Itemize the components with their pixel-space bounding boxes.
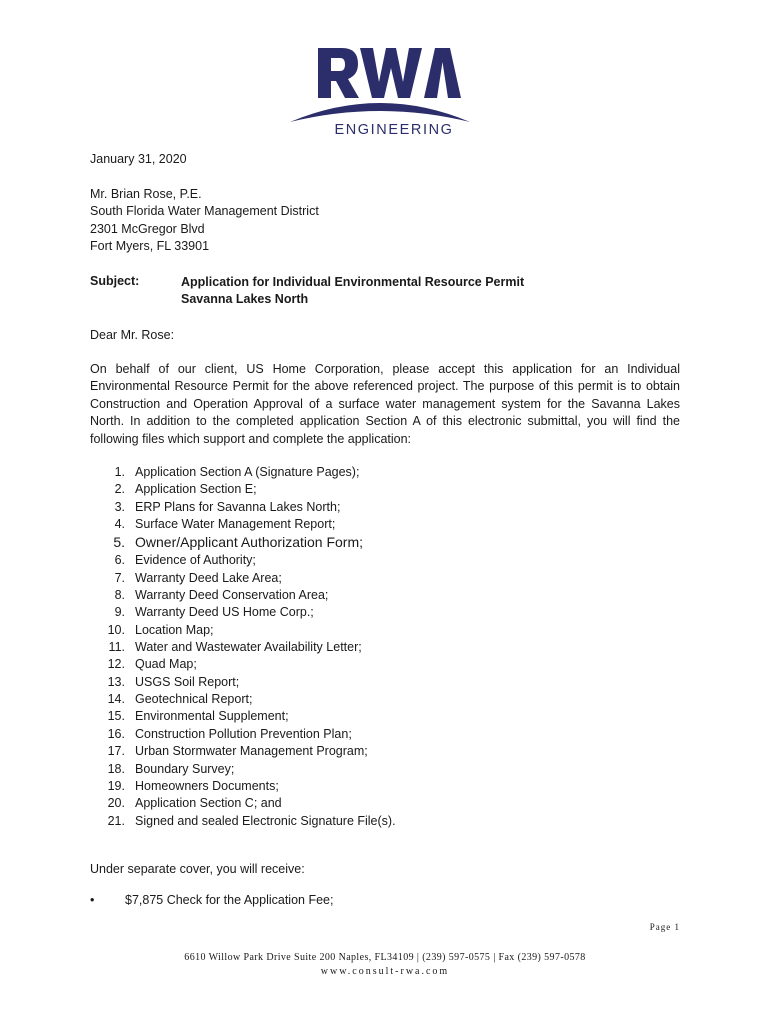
bullet-text: $7,875 Check for the Application Fee; (125, 893, 334, 907)
list-item-number: 17. (107, 744, 125, 759)
recipient-street: 2301 McGregor Blvd (90, 221, 205, 236)
list-item-number: 4. (114, 517, 125, 532)
page-number: Page 1 (649, 922, 680, 932)
logo-subtext: ENGINEERING (334, 122, 454, 136)
list-item-number: 14. (107, 692, 125, 707)
recipient-city: Fort Myers, FL 33901 (90, 239, 210, 254)
list-item-text: Homeowners Documents; (135, 778, 279, 793)
list-item-text: Evidence of Authority; (135, 553, 256, 568)
body-paragraph: On behalf of our client, US Home Corporation, please accept this application for an Individual Environmental Resource Permit for the above referenced project. The purpose of this permit is to obtain Construction and Operation Approval of a surface water management system for the Savanna Lakes North. In addition to the completed application Section A of this electronic submittal, you will find the following files which support and complete the application: (90, 362, 680, 446)
list-item-text: Quad Map; (135, 657, 197, 672)
subject-text (181, 274, 524, 309)
subject-label: Subject: (90, 274, 140, 288)
list-item-text: Environmental Supplement; (135, 709, 289, 724)
list-item-text: Application Section E; (135, 482, 257, 497)
recipient-name: Mr. Brian Rose, P.E. (90, 187, 202, 201)
company-logo (288, 44, 472, 136)
footer-website: www.consult-rwa.com (320, 966, 450, 977)
list-item-text: Application Section A (Signature Pages); (135, 465, 360, 479)
list-item-text: Surface Water Management Report; (135, 517, 336, 532)
footer (0, 951, 770, 979)
list-item-number: 5. (113, 534, 125, 551)
list-item-number: 18. (107, 761, 125, 776)
subject-line-2: Savanna Lakes North (181, 292, 309, 307)
list-item-text: Water and Wastewater Availability Letter; (135, 640, 362, 655)
list-item-number: 6. (114, 553, 125, 568)
list-item-number: 9. (114, 605, 125, 620)
list-item-text: Application Section C; and (135, 796, 282, 811)
salutation: Dear Mr. Rose: (90, 328, 175, 342)
list-item-number: 13. (107, 674, 125, 689)
list-item-text: Signed and sealed Electronic Signature File(s). (135, 813, 396, 828)
list-item-number: 19. (107, 778, 125, 793)
list-item-text: Urban Stormwater Management Program; (135, 744, 368, 759)
list-item-text: Warranty Deed Lake Area; (135, 570, 282, 585)
list-item-text: Warranty Deed Conservation Area; (135, 588, 329, 603)
list-item-text: Location Map; (135, 622, 214, 637)
list-item-number: 20. (107, 796, 125, 811)
list-item-number: 16. (107, 726, 125, 741)
list-item-number: 2. (114, 482, 125, 497)
list-item-text: ERP Plans for Savanna Lakes North; (135, 499, 341, 514)
list-item-number: 21. (107, 813, 125, 828)
list-item-text: Boundary Survey; (135, 761, 235, 776)
separate-cover-text: Under separate cover, you will receive: (90, 862, 305, 876)
list-item-text: Owner/Applicant Authorization Form; (135, 534, 363, 551)
list-item-text: Construction Pollution Prevention Plan; (135, 726, 352, 741)
list-item-number: 10. (107, 622, 125, 637)
list-item-text: Geotechnical Report; (135, 692, 253, 707)
list-item-text: USGS Soil Report; (135, 674, 240, 689)
list-item-text: Warranty Deed US Home Corp.; (135, 605, 314, 620)
list-item-number: 1. (114, 465, 125, 479)
list-item-number: 15. (107, 709, 125, 724)
recipient-organization: South Florida Water Management District (90, 204, 319, 219)
list-item-number: 12. (107, 657, 125, 672)
list-item-number: 8. (114, 588, 125, 603)
list-item-number: 11. (108, 640, 125, 655)
list-item-number: 3. (114, 499, 125, 514)
recipient-address (90, 186, 319, 256)
bullet-glyph: • (90, 893, 95, 907)
subject-line-1: Application for Individual Environmental Resource Permit (181, 275, 525, 289)
list-item-number: 7. (114, 570, 125, 585)
letter-date: January 31, 2020 (90, 152, 187, 166)
footer-address: 6610 Willow Park Drive Suite 200 Naples, FL34109 | (239) 597-0575 | Fax (239) 597-0578 (184, 952, 586, 963)
